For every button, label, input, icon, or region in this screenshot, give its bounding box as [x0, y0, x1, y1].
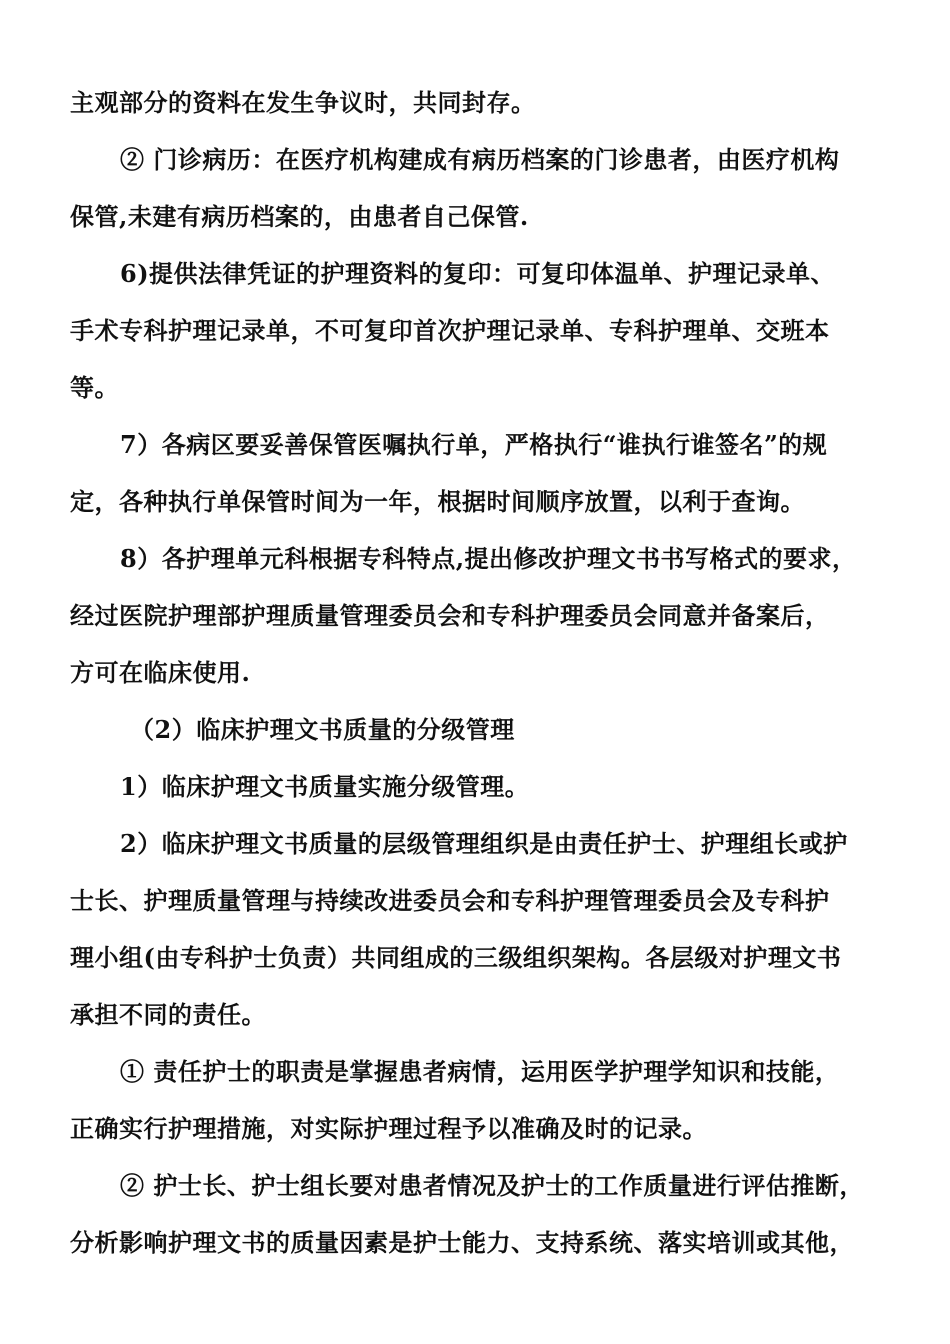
text-line: 等。 [70, 373, 119, 402]
text-line: ② 门诊病历：在医疗机构建成有病历档案的门诊患者，由医疗机构 [120, 145, 840, 174]
text-line: 主观部分的资料在发生争议时，共同封存。 [70, 88, 536, 117]
text-line: 承担不同的责任。 [70, 1000, 266, 1029]
section-heading: （2）临床护理文书质量的分级管理 [130, 715, 515, 744]
text-line: 士长、护理质量管理与持续改进委员会和专科护理管理委员会及专科护 [70, 886, 830, 915]
text-line: 正确实行护理措施，对实际护理过程予以准确及时的记录。 [70, 1114, 707, 1143]
text-line: 理小组(由专科护士负责）共同组成的三级组织架构。各层级对护理文书 [70, 943, 842, 972]
text-line: 7）各病区要妥善保管医嘱执行单，严格执行“谁执行谁签名”的规 [120, 430, 828, 459]
text-line: 8）各护理单元科根据专科特点,提出修改护理文书书写格式的要求， [120, 544, 857, 573]
text-line: 保管,未建有病历档案的，由患者自己保管. [70, 202, 529, 231]
text-line: 方可在临床使用. [70, 658, 251, 687]
text-line: 分析影响护理文书的质量因素是护士能力、支持系统、落实培训或其他， [70, 1228, 854, 1257]
text-line: ② 护士长、护士组长要对患者情况及护士的工作质量进行评估推断， [120, 1171, 864, 1200]
text-line: 6)提供法律凭证的护理资料的复印：可复印体温单、护理记录单、 [120, 259, 836, 288]
text-line: ① 责任护士的职责是掌握患者病情，运用医学护理学知识和技能， [120, 1057, 840, 1086]
text-line: 1）临床护理文书质量实施分级管理。 [120, 772, 530, 801]
text-line: 手术专科护理记录单，不可复印首次护理记录单、专科护理单、交班本 [70, 316, 830, 345]
text-line: 经过医院护理部护理质量管理委员会和专科护理委员会同意并备案后， [70, 601, 830, 630]
text-line: 2）临床护理文书质量的层级管理组织是由责任护士、护理组长或护 [120, 829, 848, 858]
text-line: 定，各种执行单保管时间为一年，根据时间顺序放置，以利于查询。 [70, 487, 805, 516]
